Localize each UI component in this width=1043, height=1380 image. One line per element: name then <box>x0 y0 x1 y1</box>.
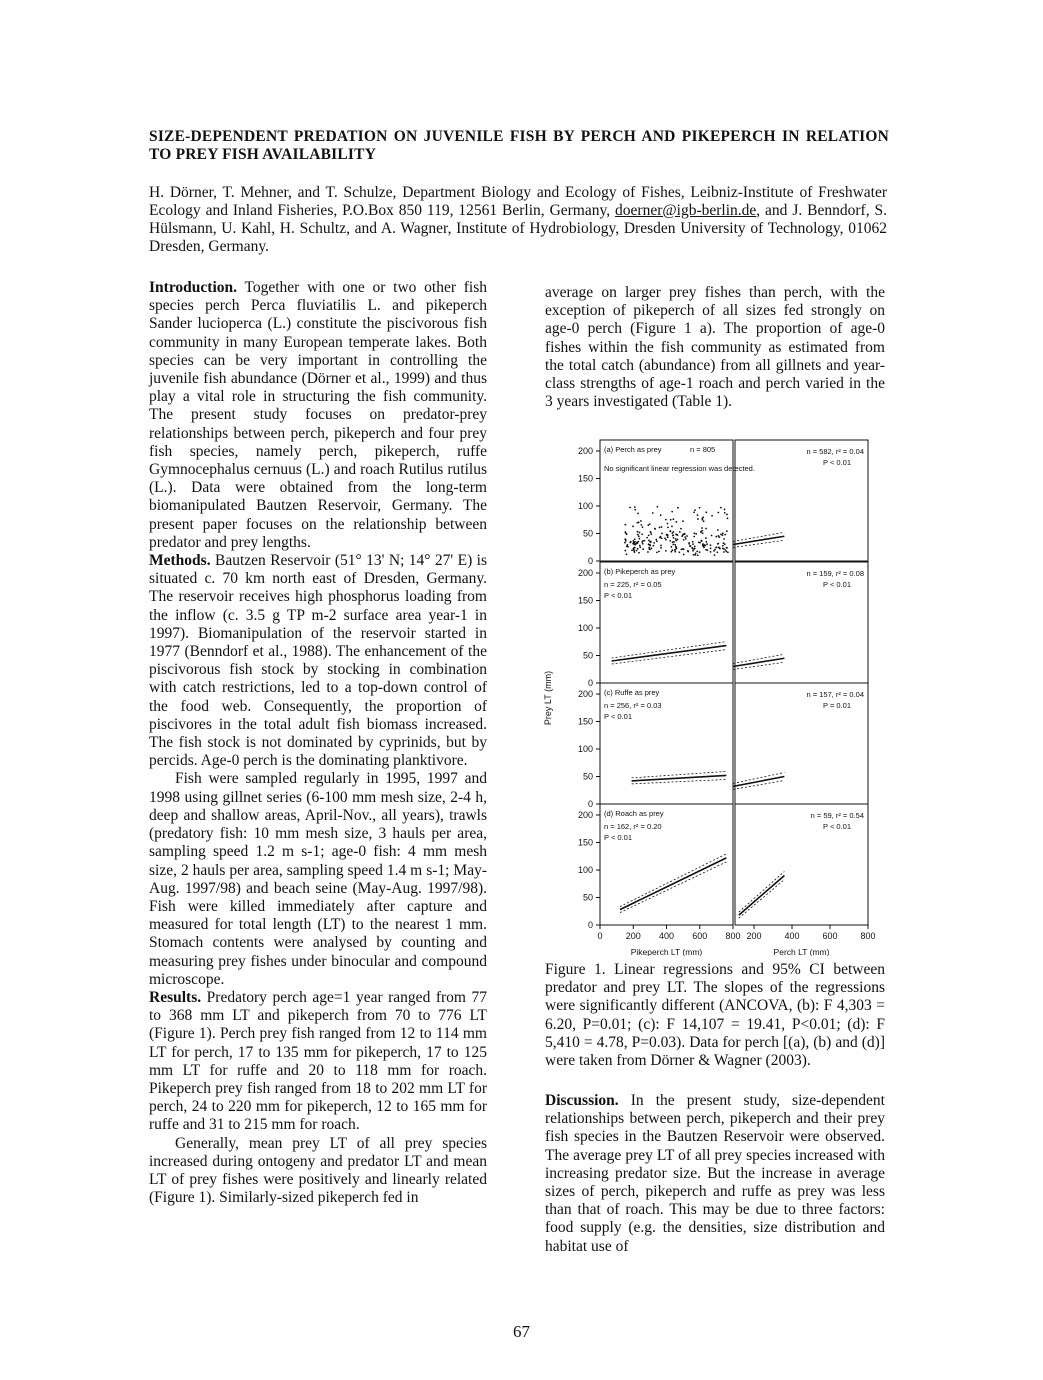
panel-label: (b) Pikeperch as prey <box>604 567 676 576</box>
data-point <box>636 531 638 533</box>
ci-lower-line <box>620 862 726 913</box>
data-point <box>727 517 729 519</box>
data-point <box>682 520 684 522</box>
data-point <box>624 542 626 544</box>
data-point <box>710 551 712 553</box>
data-point <box>672 518 674 520</box>
data-point <box>649 549 651 551</box>
introduction-text: Together with one or two other fish species perch Perca fluviatilis L. and pikeperch Sander lucioperca (L.) constitute the piscivorous fish community in many European temperate lakes. Both species can be very important in controlling the juvenile fish abundance (Dörner et al., 1999) and thus play a vital role in structuring the fish community. The present study focuses on predator-prey relationships between perch, pikeperch and four prey fish species, namely perch, pikeperch, ruffe Gymnocephalus cernuus (L.) and roach Rutilus rutilus (L.). Data were obtained from the long-term biomanipulated Bautzen Reservoir, Germany. The present paper focuses on the relationship between predator and prey lengths. <box>149 279 487 551</box>
data-point <box>693 532 695 534</box>
data-point <box>676 547 678 549</box>
data-point <box>676 534 678 536</box>
data-point <box>711 515 713 517</box>
data-point <box>706 543 708 545</box>
data-point <box>671 526 673 528</box>
results-heading: Results. <box>149 988 202 1006</box>
data-point <box>650 548 652 550</box>
panel-right-stats: n = 159, r² = 0.08 <box>806 569 864 578</box>
x-axis-label-right: Perch LT (mm) <box>773 947 830 956</box>
introduction-paragraph <box>149 279 487 552</box>
data-point <box>650 532 652 534</box>
data-point <box>637 512 639 514</box>
y-tick-label: 200 <box>577 810 593 820</box>
data-point <box>678 551 680 553</box>
y-tick-label: 150 <box>577 473 593 484</box>
methods-heading: Methods. <box>149 552 211 570</box>
authors-line-1: H. Dörner, T. Mehner, and T. Schulze, Department Biology and Ecology of Fishes, Leibniz-Institute of Freshwater Ecology and Inland Fisheries, P.O.Box 850 119, 12561 Berlin, Germany, <box>149 184 887 219</box>
data-point <box>719 548 721 550</box>
data-point <box>685 538 687 540</box>
data-point <box>669 540 671 542</box>
data-point <box>660 514 662 516</box>
data-point <box>642 548 644 550</box>
methods-paragraph <box>149 552 487 770</box>
data-point <box>693 554 695 556</box>
y-tick-label: 100 <box>577 501 593 511</box>
data-point <box>702 545 704 547</box>
data-point <box>624 524 626 526</box>
data-point <box>684 536 686 538</box>
panel-left-stats: n = 805 <box>690 445 716 454</box>
methods-paragraph-2: Fish were sampled regularly in 1995, 1997 and 1998 using gillnet series (6-100 mm mesh size, 2-4 h, deep and shallow areas, April-Nov., all years), trawls (predatory fish: 10 mm mesh size, 3 hauls per area, sampling speed 1.2 m s-1; age-0 fish: 4 mm mesh size, 2 hauls per area, sampling speed 1.4 m s-1; May-Aug. 1997/98) and beach seine (May-Aug. 1997/98). Fish were killed immediately after capture and measured for total length (LT) to the nearest 1 mm. Stomach contents were analysed by counting and measuring prey fishes under binocular and compound microscope. <box>149 770 487 988</box>
data-point <box>637 534 639 536</box>
panel-left-p: P < 0.01 <box>604 591 633 600</box>
data-point <box>624 531 626 533</box>
ci-lower-line <box>612 650 727 664</box>
data-point <box>724 534 726 536</box>
data-point <box>670 546 672 548</box>
data-point <box>701 527 703 529</box>
data-point <box>655 539 657 541</box>
data-point <box>705 528 707 530</box>
data-point <box>648 539 650 541</box>
data-point <box>626 553 628 555</box>
panel-frame <box>600 440 733 561</box>
data-point <box>696 550 698 552</box>
data-point <box>674 544 676 546</box>
x-tick-label: 400 <box>658 931 675 941</box>
panel-left-p: P < 0.01 <box>604 712 633 721</box>
data-point <box>710 547 712 549</box>
data-point <box>695 552 697 554</box>
ci-upper-line <box>620 854 726 907</box>
data-point <box>722 545 724 547</box>
panel-label: (d) Roach as prey <box>604 809 664 818</box>
y-tick-label: 150 <box>577 837 593 848</box>
regression-line <box>739 876 785 916</box>
data-point <box>650 541 652 543</box>
data-point <box>656 506 658 508</box>
data-point <box>661 526 663 528</box>
panel-left-stats: n = 162, r² = 0.20 <box>604 822 662 831</box>
panel-left-stats: n = 256, r² = 0.03 <box>604 701 662 710</box>
panel-left-note: No significant linear regression was detected. <box>604 464 755 473</box>
data-point <box>724 509 726 511</box>
data-point <box>701 540 703 542</box>
data-point <box>634 544 636 546</box>
data-point <box>667 536 669 538</box>
data-point <box>697 554 699 556</box>
data-point <box>640 520 642 522</box>
data-point <box>715 536 717 538</box>
data-point <box>702 532 704 534</box>
data-point <box>652 545 654 547</box>
data-point <box>697 514 699 516</box>
data-point <box>704 545 706 547</box>
data-point <box>687 551 689 553</box>
data-point <box>683 554 685 556</box>
y-tick-label: 150 <box>577 595 593 606</box>
data-point <box>690 545 692 547</box>
ci-upper-line <box>739 872 785 913</box>
data-point <box>671 511 673 513</box>
data-point <box>641 533 643 535</box>
data-point <box>638 538 640 540</box>
ci-lower-line <box>739 880 785 919</box>
data-point <box>634 509 636 511</box>
discussion-heading: Discussion. <box>545 1092 619 1109</box>
data-point <box>722 532 724 534</box>
data-point <box>653 542 655 544</box>
data-point <box>637 548 639 550</box>
data-point <box>666 534 668 536</box>
data-point <box>717 512 719 514</box>
data-point <box>661 537 663 539</box>
data-point <box>724 512 726 514</box>
x-axis-label-left: Pikeperch LT (mm) <box>630 947 703 956</box>
data-point <box>659 527 661 529</box>
author-affiliations <box>149 184 887 256</box>
data-point <box>630 541 632 543</box>
data-point <box>656 540 658 542</box>
data-point <box>699 507 701 509</box>
data-point <box>675 540 677 542</box>
panel-left-p: P < 0.01 <box>604 833 633 842</box>
data-point <box>634 538 636 540</box>
right-column-top: average on larger prey fishes than perch, with the exception of pikeperch of all sizes fed strongly on age-0 perch (Figure 1 a). The proportion of age-0 fishes within the fish community as estimated from the total catch (abundance) from all gillnets and year-class strengths of age-1 roach and perch varied in the 3 years investigated (Table 1). <box>545 284 885 411</box>
data-point <box>682 533 684 535</box>
data-point <box>656 551 658 553</box>
data-point <box>636 542 638 544</box>
data-point <box>680 528 682 530</box>
data-point <box>723 548 725 550</box>
data-point <box>675 521 677 523</box>
x-tick-label: 0 <box>597 931 603 941</box>
regression-line <box>612 646 727 661</box>
data-point <box>667 523 669 525</box>
data-point <box>634 551 636 553</box>
data-point <box>648 544 650 546</box>
y-tick-label: 50 <box>582 892 593 903</box>
data-point <box>694 547 696 549</box>
data-point <box>640 524 642 526</box>
data-point <box>639 532 641 534</box>
data-point <box>717 529 719 531</box>
data-point <box>720 507 722 509</box>
data-point <box>726 547 728 549</box>
y-tick-label: 150 <box>577 716 593 727</box>
data-point <box>692 550 694 552</box>
x-tick-label: 800 <box>725 931 741 941</box>
data-point <box>652 512 654 514</box>
data-point <box>726 514 728 516</box>
data-point <box>638 552 640 554</box>
data-point <box>720 534 722 536</box>
panel-right-stats: n = 157, r² = 0.04 <box>806 690 864 699</box>
regression-line <box>733 658 784 666</box>
x-tick-label: 600 <box>822 931 838 941</box>
panel-label: (c) Ruffe as prey <box>604 688 660 697</box>
data-point <box>669 530 671 532</box>
data-point <box>647 524 649 526</box>
panel-right-p: P < 0.01 <box>823 580 852 589</box>
data-point <box>724 549 726 551</box>
x-tick-label: 800 <box>860 931 876 941</box>
authors-line-2: , and J. Benndorf, S. Hülsmann, U. Kahl, H. Schultz, and A. Wagner, Institute of Hydrobiology, Dresden University of Technology, 01062 Dresden, Germany. <box>149 202 887 255</box>
data-point <box>679 531 681 533</box>
data-point <box>706 549 708 551</box>
data-point <box>670 551 672 553</box>
data-point <box>716 551 718 553</box>
panel-label: (a) Perch as prey <box>604 445 662 454</box>
data-point <box>673 537 675 539</box>
figure-caption: Figure 1. Linear regressions and 95% CI between predator and prey LT. The slopes of the regressions were significantly different (ANCOVA, (b): F 4,303 = 6.20, P=0.01; (c): F 14,107 = 19.41, P<0.01; (d): F 5,410 = 4.78, P=0.03). Data for perch [(a), (b) and (d)] were taken from Dörner & Wagner (2003). <box>545 961 885 1070</box>
page-number: 67 <box>513 1322 530 1341</box>
y-tick-label: 100 <box>577 623 593 633</box>
data-point <box>705 511 707 513</box>
data-point <box>699 551 701 553</box>
data-point <box>716 546 718 548</box>
data-point <box>686 535 688 537</box>
data-point <box>660 547 662 549</box>
y-tick-label: 0 <box>587 678 593 688</box>
data-point <box>717 543 719 545</box>
x-tick-label: 400 <box>784 931 800 941</box>
y-tick-label: 200 <box>577 689 593 699</box>
data-point <box>661 532 663 534</box>
author-email[interactable]: doerner@igb-berlin.de <box>615 202 757 219</box>
data-point <box>667 526 669 528</box>
y-tick-label: 50 <box>582 528 593 539</box>
data-point <box>672 544 674 546</box>
data-point <box>697 518 699 520</box>
data-point <box>665 550 667 552</box>
data-point <box>627 546 629 548</box>
data-point <box>624 550 626 552</box>
data-point <box>647 551 649 553</box>
data-point <box>642 543 644 545</box>
data-point <box>673 531 675 533</box>
data-point <box>692 541 694 543</box>
data-point <box>677 539 679 541</box>
data-point <box>692 548 694 550</box>
x-tick-label: 200 <box>746 931 762 941</box>
y-tick-label: 50 <box>582 771 593 782</box>
y-tick-label: 0 <box>587 799 593 809</box>
data-point <box>714 549 716 551</box>
data-point <box>665 519 667 521</box>
data-point <box>648 534 650 536</box>
data-point <box>641 541 643 543</box>
y-tick-label: 200 <box>577 446 593 456</box>
data-point <box>646 537 648 539</box>
data-point <box>723 551 725 553</box>
regression-line <box>733 536 784 544</box>
data-point <box>705 537 707 539</box>
y-tick-label: 0 <box>587 920 593 930</box>
panel-right-stats: n = 582, r² = 0.04 <box>806 447 864 456</box>
y-tick-label: 100 <box>577 744 593 754</box>
data-point <box>650 533 652 535</box>
data-point <box>683 539 685 541</box>
panel-right-stats: n = 59, r² = 0.54 <box>810 811 864 820</box>
discussion-text: In the present study, size-dependent relationships between perch, pikeperch and their prey fish species in the Bautzen Reservoir were observed. The average prey LT of all prey species increased with increasing predator size. But the increase in average sizes of perch, pikeperch and ruffe as prey was less than that of roach. This may be due to three factors: food supply (e.g. the densities, size distribution and habitat use of <box>545 1092 885 1255</box>
data-point <box>639 546 641 548</box>
data-point <box>671 549 673 551</box>
left-column <box>149 279 487 1207</box>
data-point <box>699 542 701 544</box>
regression-line <box>620 858 726 910</box>
data-point <box>703 520 705 522</box>
data-point <box>626 533 628 535</box>
methods-text: Bautzen Reservoir (51° 13' N; 14° 27' E) is situated c. 70 km north east of Dresden, Germany. The reservoir receives high phosphorus loading from the inflow (c. 3.5 g TP m-2 surface area year-1 in 1997). Biomanipulation of the reservoir started in 1977 (Benndorf et al., 1988). The enhancement of the piscivorous fish stock by stocking in combination with catch restrictions, led to a top-down control of the food web. Consequently, the proportion of piscivores in the total adult fish biomass increased. The fish stock is not dominated by cyprinids, but by percids. Age-0 perch is the dominating planktivore. <box>149 552 488 770</box>
data-point <box>631 549 633 551</box>
data-point <box>638 535 640 537</box>
y-tick-label: 0 <box>587 556 593 566</box>
data-point <box>675 538 677 540</box>
data-point <box>659 537 661 539</box>
data-point <box>658 551 660 553</box>
data-point <box>670 519 672 521</box>
data-point <box>723 538 725 540</box>
y-tick-label: 50 <box>582 650 593 661</box>
panel-left-stats: n = 225, r² = 0.05 <box>604 580 662 589</box>
figure-1-chart <box>533 436 883 956</box>
paper-title: SIZE-DEPENDENT PREDATION ON JUVENILE FISH BY PERCH AND PIKEPERCH IN RELATION TO PREY FISH AVAILABILITY <box>149 128 889 163</box>
data-point <box>638 521 640 523</box>
data-point <box>673 541 675 543</box>
discussion-paragraph <box>545 1092 885 1256</box>
introduction-heading: Introduction. <box>149 279 237 296</box>
results-text: Predatory perch age=1 year ranged from 77 to 368 mm LT and pikeperch from 70 to 776 LT (Figure 1). Perch prey fish ranged from 12 to 114 mm LT for perch, 17 to 135 mm for pikeperch, 17 to 125 mm LT for ruffe and 20 to 118 mm for roach. Pikeperch prey fish ranged from 18 to 202 mm LT for perch, 24 to 220 mm for pikeperch, 12 to 165 mm for ruffe and 31 to 215 mm for roach. <box>149 988 488 1134</box>
data-point <box>711 535 713 537</box>
data-point <box>726 530 728 532</box>
data-point <box>624 538 626 540</box>
data-point <box>714 554 716 556</box>
data-point <box>680 548 682 550</box>
x-tick-label: 600 <box>692 931 708 941</box>
y-tick-label: 100 <box>577 865 593 875</box>
data-point <box>660 545 662 547</box>
data-point <box>724 543 726 545</box>
data-point <box>693 536 695 538</box>
data-point <box>705 541 707 543</box>
data-point <box>625 540 627 542</box>
data-point <box>654 528 656 530</box>
data-point <box>703 547 705 549</box>
data-point <box>683 548 685 550</box>
data-point <box>634 547 636 549</box>
data-point <box>727 551 729 553</box>
data-point <box>674 549 676 551</box>
panel-right-p: P < 0.01 <box>823 822 852 831</box>
data-point <box>634 541 636 543</box>
results-paragraph <box>149 989 487 1135</box>
data-point <box>636 550 638 552</box>
panel-right-p: P = 0.01 <box>823 701 852 710</box>
data-point <box>677 507 679 509</box>
data-point <box>710 544 712 546</box>
data-point <box>688 542 690 544</box>
data-point <box>701 530 703 532</box>
data-point <box>693 511 695 513</box>
data-point <box>642 526 644 528</box>
data-point <box>700 531 702 533</box>
data-point <box>694 545 696 547</box>
panel-right-p: P < 0.01 <box>823 458 852 467</box>
data-point <box>632 525 634 527</box>
y-tick-label: 200 <box>577 568 593 578</box>
data-point <box>634 506 636 508</box>
results-paragraph-2: Generally, mean prey LT of all prey species increased during ontogeny and predator LT and mean LT of prey fishes were positively and linearly related (Figure 1). Similarly-sized pikeperch fed in <box>149 1134 487 1207</box>
ci-upper-line <box>612 642 727 658</box>
data-point <box>718 536 720 538</box>
data-point <box>672 535 674 537</box>
data-point <box>629 507 631 509</box>
y-axis-label: Prey LT (mm) <box>543 670 553 726</box>
data-point <box>702 519 704 521</box>
data-point <box>674 551 676 553</box>
data-point <box>695 533 697 535</box>
data-point <box>639 545 641 547</box>
data-point <box>637 541 639 543</box>
x-tick-label: 200 <box>625 931 641 941</box>
data-point <box>694 509 696 511</box>
data-point <box>692 543 694 545</box>
data-point <box>665 539 667 541</box>
